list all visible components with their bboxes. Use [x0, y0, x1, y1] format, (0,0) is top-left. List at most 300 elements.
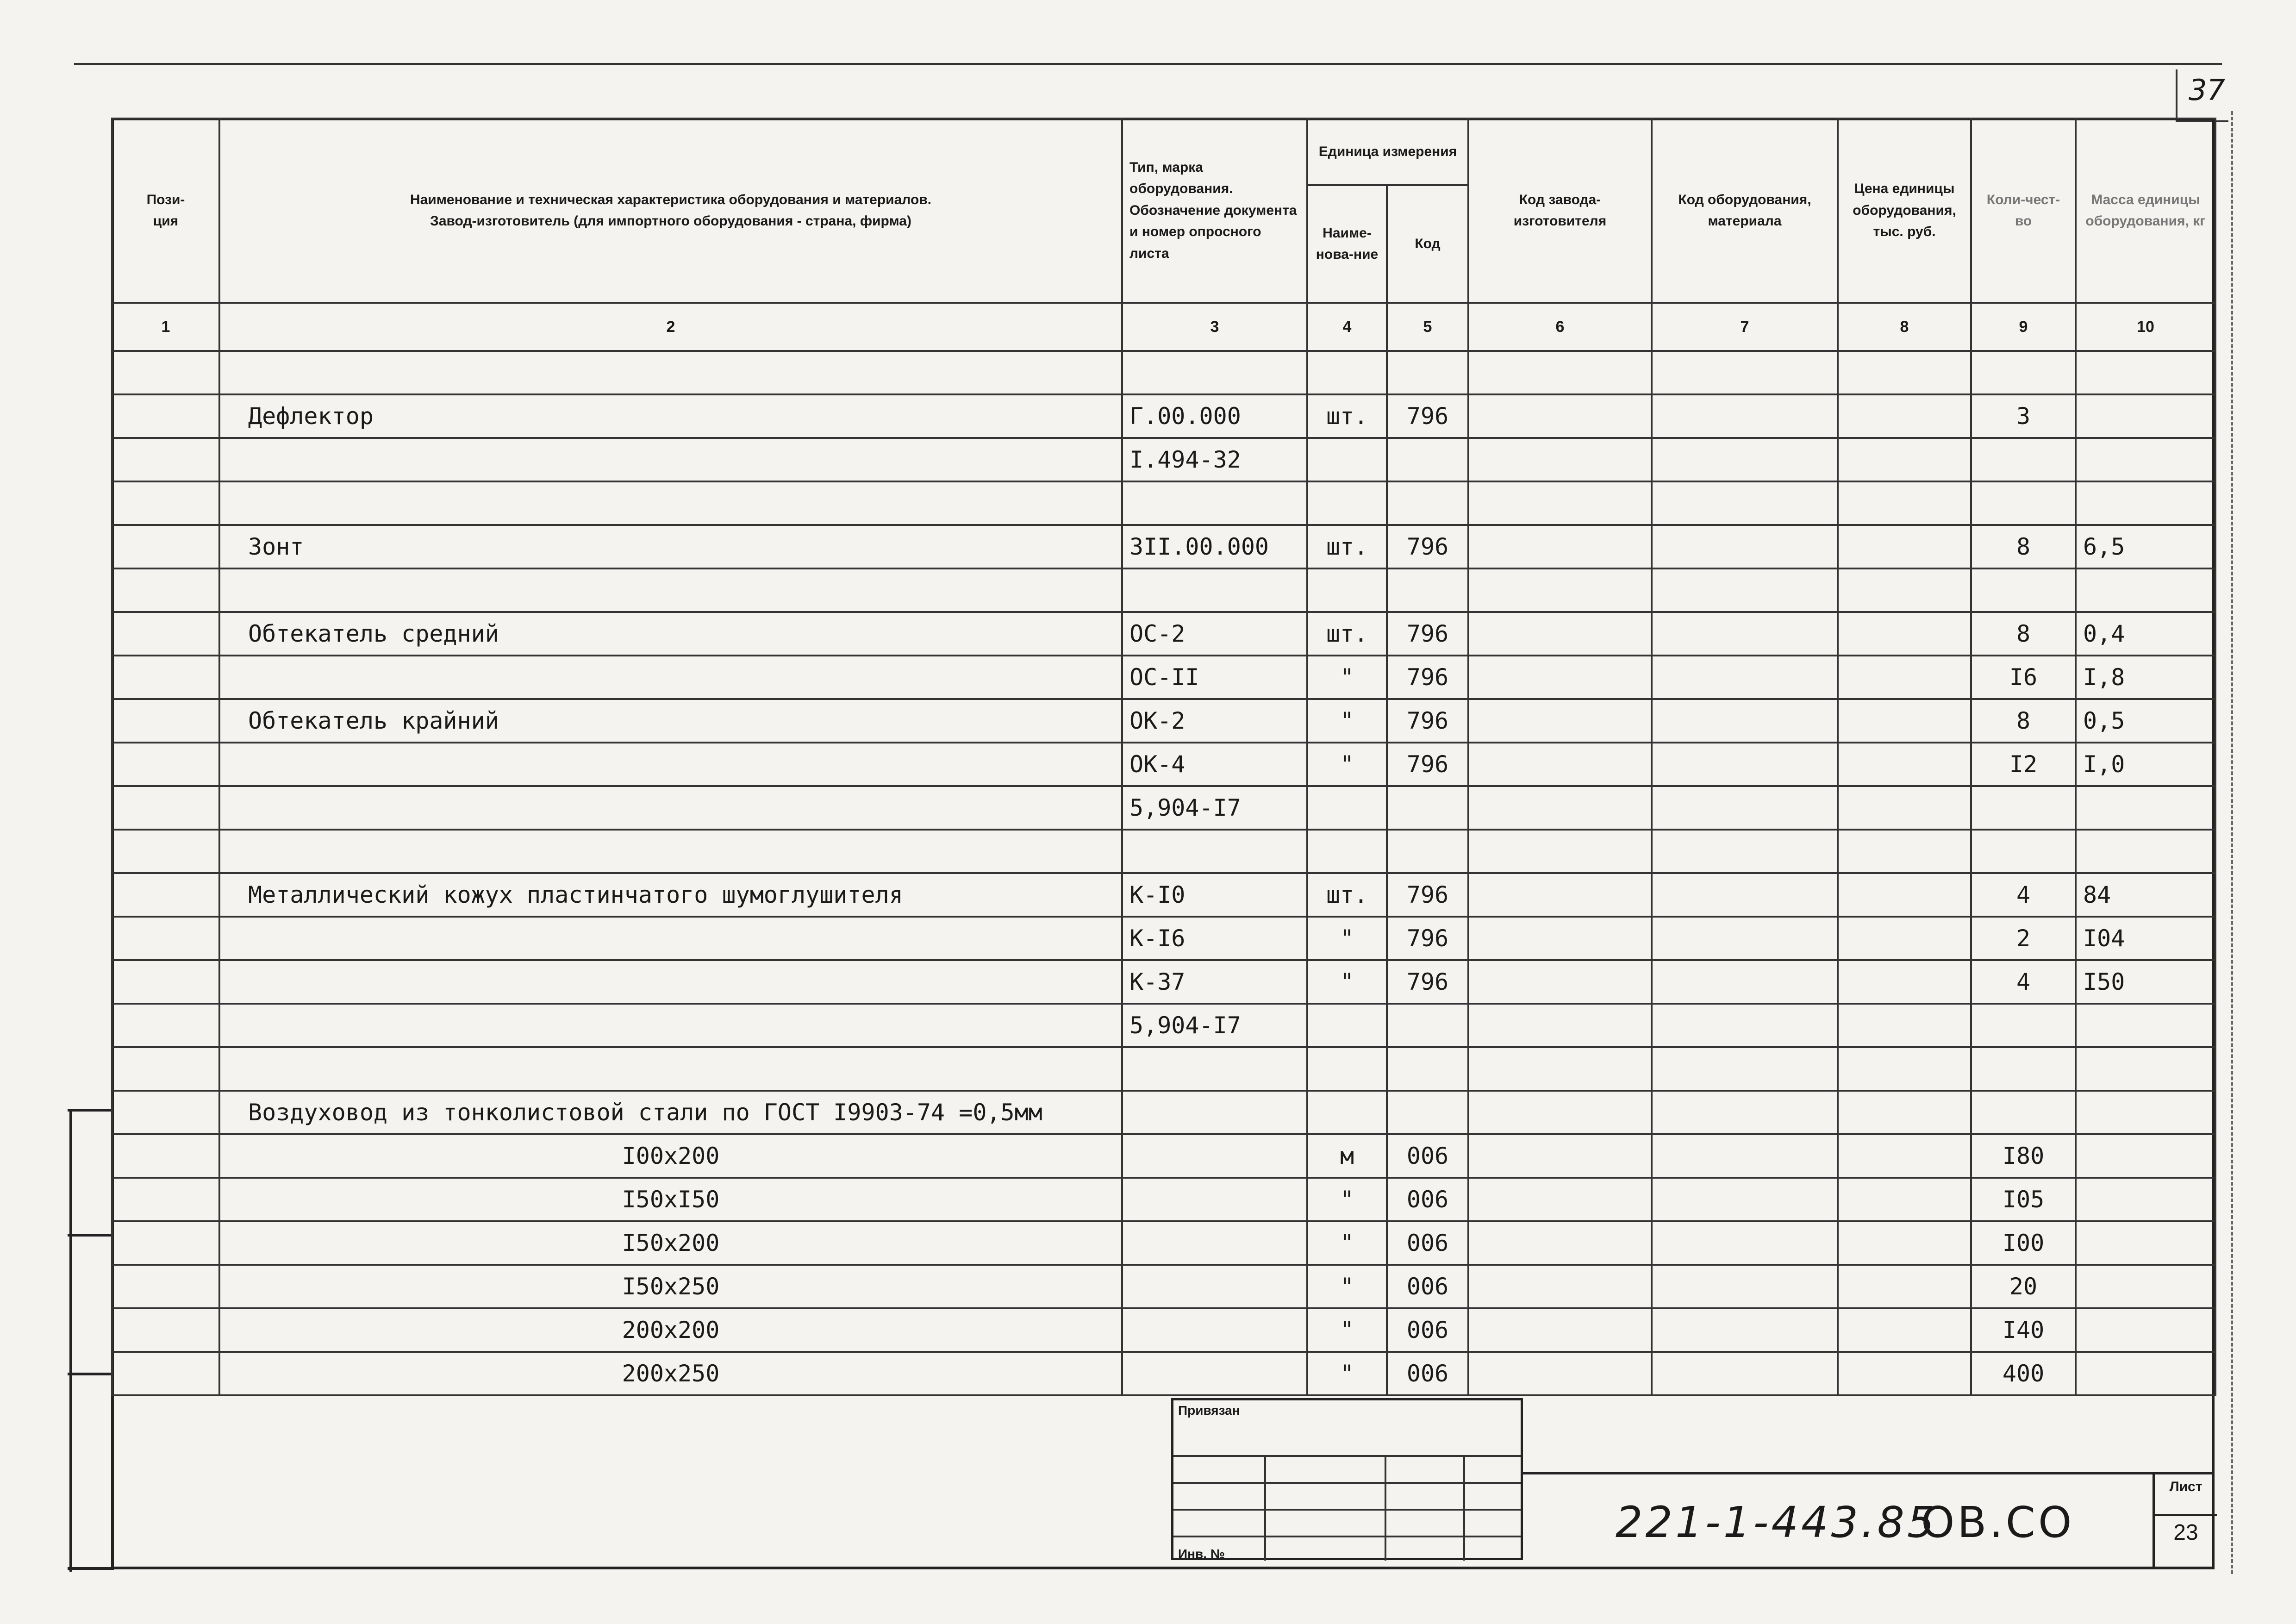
stamp-line — [1173, 1455, 1521, 1457]
name-cell — [219, 743, 1122, 786]
stamp-line — [1173, 1509, 1521, 1511]
table-row — [112, 917, 2215, 960]
price-cell — [1838, 1265, 1971, 1308]
mass-cell — [2076, 438, 2215, 481]
binding-tick — [68, 1373, 114, 1375]
unit-code-cell: 796 — [1387, 873, 1468, 917]
type-cell: К-I6 — [1122, 917, 1307, 960]
price-cell — [1838, 1047, 1971, 1091]
price-cell — [1838, 394, 1971, 438]
quantity-cell — [1971, 1091, 2076, 1134]
price-cell — [1838, 699, 1971, 743]
mass-cell — [2076, 351, 2215, 394]
header-unit-group: Единица измерения — [1307, 119, 1468, 185]
quantity-cell — [1971, 1004, 2076, 1047]
table-row — [112, 656, 2215, 699]
plant-code-cell — [1468, 743, 1652, 786]
unit-code-cell — [1387, 786, 1468, 830]
table-row — [112, 1134, 2215, 1178]
unit-cell: " — [1307, 743, 1387, 786]
type-cell — [1122, 1308, 1307, 1352]
position-cell — [112, 525, 219, 568]
table-row — [112, 394, 2215, 438]
size-cell: I50x200 — [219, 1221, 1122, 1265]
stamp-line — [1173, 1536, 1521, 1537]
unit-code-cell — [1387, 1047, 1468, 1091]
plant-code-cell — [1468, 481, 1652, 525]
mass-cell — [2076, 830, 2215, 873]
name-cell: Воздуховод из тонколистовой стали по ГОСТ I9903-74 =0,5мм — [219, 1091, 1122, 1134]
type-cell — [1122, 351, 1307, 394]
type-cell — [1122, 1352, 1307, 1395]
price-cell — [1838, 656, 1971, 699]
quantity-cell — [1971, 1047, 2076, 1091]
unit-cell: шт. — [1307, 525, 1387, 568]
price-cell — [1838, 873, 1971, 917]
plant-code-cell — [1468, 656, 1652, 699]
plant-code-cell — [1468, 438, 1652, 481]
page-number: 37 — [2189, 73, 2225, 107]
position-cell — [112, 1091, 219, 1134]
unit-code-cell: 006 — [1387, 1221, 1468, 1265]
unit-cell — [1307, 830, 1387, 873]
quantity-cell — [1971, 438, 2076, 481]
table-row — [112, 568, 2215, 612]
unit-code-cell: 796 — [1387, 394, 1468, 438]
unit-code-cell — [1387, 481, 1468, 525]
table-row — [112, 481, 2215, 525]
attachment-stamp — [1171, 1398, 1523, 1560]
stamp-line — [1463, 1455, 1465, 1561]
price-cell — [1838, 917, 1971, 960]
plant-code-cell — [1468, 1265, 1652, 1308]
plant-code-cell — [1468, 830, 1652, 873]
mass-cell: I04 — [2076, 917, 2215, 960]
size-cell: I50xI50 — [219, 1178, 1122, 1221]
quantity-cell: 8 — [1971, 699, 2076, 743]
price-cell — [1838, 438, 1971, 481]
price-cell — [1838, 830, 1971, 873]
position-cell — [112, 481, 219, 525]
mass-cell — [2076, 1047, 2215, 1091]
unit-cell — [1307, 1004, 1387, 1047]
size-cell: I50x250 — [219, 1265, 1122, 1308]
name-cell — [219, 1004, 1122, 1047]
header-quantity: Коли-чест-во — [1971, 119, 2076, 303]
mass-cell: I,0 — [2076, 743, 2215, 786]
unit-cell: " — [1307, 1265, 1387, 1308]
quantity-cell: 8 — [1971, 612, 2076, 656]
unit-code-cell: 006 — [1387, 1308, 1468, 1352]
plant-code-cell — [1468, 1004, 1652, 1047]
stamp-line — [1264, 1455, 1266, 1561]
type-cell — [1122, 830, 1307, 873]
unit-cell — [1307, 438, 1387, 481]
table-row — [112, 612, 2215, 656]
position-cell — [112, 1047, 219, 1091]
table-row — [112, 873, 2215, 917]
unit-cell — [1307, 786, 1387, 830]
price-cell — [1838, 1352, 1971, 1395]
unit-cell — [1307, 1091, 1387, 1134]
equipment-code-cell — [1652, 873, 1838, 917]
position-cell — [112, 438, 219, 481]
quantity-cell: 400 — [1971, 1352, 2076, 1395]
unit-cell — [1307, 1047, 1387, 1091]
equipment-code-cell — [1652, 1004, 1838, 1047]
stamp-line — [1385, 1455, 1386, 1561]
name-cell — [219, 1047, 1122, 1091]
type-cell — [1122, 481, 1307, 525]
column-number: 2 — [219, 303, 1122, 351]
mass-cell: I,8 — [2076, 656, 2215, 699]
unit-code-cell — [1387, 351, 1468, 394]
plant-code-cell — [1468, 394, 1652, 438]
binding-strip — [69, 1109, 114, 1572]
mass-cell — [2076, 1091, 2215, 1134]
quantity-cell: 2 — [1971, 917, 2076, 960]
equipment-code-cell — [1652, 1178, 1838, 1221]
plant-code-cell — [1468, 786, 1652, 830]
quantity-cell: I00 — [1971, 1221, 2076, 1265]
quantity-cell: I05 — [1971, 1178, 2076, 1221]
plant-code-cell — [1468, 1091, 1652, 1134]
name-cell — [219, 351, 1122, 394]
binding-tick — [68, 1234, 114, 1237]
header-unit-code: Код — [1387, 185, 1468, 303]
type-cell: 3II.00.000 — [1122, 525, 1307, 568]
equipment-code-cell — [1652, 786, 1838, 830]
unit-code-cell: 006 — [1387, 1265, 1468, 1308]
mass-cell — [2076, 1134, 2215, 1178]
price-cell — [1838, 1091, 1971, 1134]
price-cell — [1838, 481, 1971, 525]
table-row — [112, 1352, 2215, 1395]
quantity-cell — [1971, 786, 2076, 830]
position-cell — [112, 1134, 219, 1178]
binding-tick — [68, 1109, 114, 1112]
unit-code-cell — [1387, 438, 1468, 481]
plant-code-cell — [1468, 568, 1652, 612]
mass-cell — [2076, 786, 2215, 830]
table-row — [112, 351, 2215, 394]
equipment-code-cell — [1652, 1265, 1838, 1308]
equipment-code-cell — [1652, 699, 1838, 743]
type-cell — [1122, 1134, 1307, 1178]
quantity-cell: 4 — [1971, 873, 2076, 917]
price-cell — [1838, 1134, 1971, 1178]
unit-cell: " — [1307, 699, 1387, 743]
equipment-code-cell — [1652, 960, 1838, 1004]
table-row — [112, 525, 2215, 568]
type-cell: 5,904-I7 — [1122, 786, 1307, 830]
name-cell — [219, 786, 1122, 830]
position-cell — [112, 960, 219, 1004]
unit-code-cell: 796 — [1387, 699, 1468, 743]
quantity-cell — [1971, 351, 2076, 394]
equipment-code-cell — [1652, 1308, 1838, 1352]
column-number: 9 — [1971, 303, 2076, 351]
column-number: 4 — [1307, 303, 1387, 351]
name-cell: Дефлектор — [219, 394, 1122, 438]
unit-code-cell: 796 — [1387, 960, 1468, 1004]
page-number-box — [2176, 69, 2228, 122]
position-cell — [112, 656, 219, 699]
type-cell: 5,904-I7 — [1122, 1004, 1307, 1047]
unit-code-cell: 006 — [1387, 1352, 1468, 1395]
header-unit-name: Наиме-нова-ние — [1307, 185, 1387, 303]
position-cell — [112, 1308, 219, 1352]
unit-cell — [1307, 481, 1387, 525]
price-cell — [1838, 568, 1971, 612]
table-row — [112, 1178, 2215, 1221]
plant-code-cell — [1468, 917, 1652, 960]
unit-cell: " — [1307, 1308, 1387, 1352]
position-cell — [112, 1265, 219, 1308]
position-cell — [112, 1352, 219, 1395]
position-cell — [112, 873, 219, 917]
header-price: Цена единицы оборудования, тыс. руб. — [1838, 119, 1971, 303]
header-name: Наименование и техническая характеристика оборудования и материалов. Завод-изготовитель (для импортного оборудования - страна, фирма) — [219, 119, 1122, 303]
type-cell — [1122, 1221, 1307, 1265]
unit-code-cell: 796 — [1387, 917, 1468, 960]
unit-code-cell: 006 — [1387, 1178, 1468, 1221]
table-row — [112, 743, 2215, 786]
price-cell — [1838, 743, 1971, 786]
name-cell: Обтекатель средний — [219, 612, 1122, 656]
plant-code-cell — [1468, 873, 1652, 917]
mass-cell — [2076, 1221, 2215, 1265]
table-row — [112, 960, 2215, 1004]
mass-cell — [2076, 1308, 2215, 1352]
price-cell — [1838, 1004, 1971, 1047]
table-row — [112, 438, 2215, 481]
quantity-cell: I6 — [1971, 656, 2076, 699]
table-row — [112, 830, 2215, 873]
equipment-code-cell — [1652, 1221, 1838, 1265]
unit-code-cell: 796 — [1387, 743, 1468, 786]
unit-code-cell: 006 — [1387, 1134, 1468, 1178]
unit-code-cell — [1387, 568, 1468, 612]
type-cell: I.494-32 — [1122, 438, 1307, 481]
price-cell — [1838, 786, 1971, 830]
type-cell: К-37 — [1122, 960, 1307, 1004]
equipment-code-cell — [1652, 1352, 1838, 1395]
unit-cell: шт. — [1307, 612, 1387, 656]
position-cell — [112, 1004, 219, 1047]
header-position: Пози- ция — [112, 119, 219, 303]
position-cell — [112, 1221, 219, 1265]
type-cell — [1122, 1047, 1307, 1091]
price-cell — [1838, 1221, 1971, 1265]
unit-cell: " — [1307, 656, 1387, 699]
top-border-line — [74, 63, 2222, 65]
mass-cell — [2076, 568, 2215, 612]
table-row — [112, 699, 2215, 743]
table-row — [112, 1091, 2215, 1134]
mass-cell: 0,4 — [2076, 612, 2215, 656]
column-number: 1 — [112, 303, 219, 351]
plant-code-cell — [1468, 1221, 1652, 1265]
mass-cell: 84 — [2076, 873, 2215, 917]
attached-label: Привязан — [1178, 1403, 1240, 1418]
position-cell — [112, 612, 219, 656]
specification-table — [111, 118, 2216, 1396]
unit-cell: " — [1307, 1178, 1387, 1221]
equipment-code-cell — [1652, 438, 1838, 481]
name-cell — [219, 656, 1122, 699]
mass-cell — [2076, 1265, 2215, 1308]
type-cell: ОК-2 — [1122, 699, 1307, 743]
quantity-cell: I80 — [1971, 1134, 2076, 1178]
unit-cell: шт. — [1307, 873, 1387, 917]
plant-code-cell — [1468, 1047, 1652, 1091]
name-cell — [219, 438, 1122, 481]
stamp-line — [1173, 1482, 1521, 1484]
sheet-label: Лист — [2169, 1479, 2202, 1494]
unit-code-cell — [1387, 830, 1468, 873]
position-cell — [112, 394, 219, 438]
name-cell: Металлический кожух пластинчатого шумоглушителя — [219, 873, 1122, 917]
unit-code-cell — [1387, 1091, 1468, 1134]
name-cell — [219, 830, 1122, 873]
price-cell — [1838, 612, 1971, 656]
unit-code-cell: 796 — [1387, 612, 1468, 656]
table-row — [112, 1308, 2215, 1352]
position-cell — [112, 351, 219, 394]
position-cell — [112, 917, 219, 960]
header-type: Тип, марка оборудования. Обозначение документа и номер опросного листа — [1122, 119, 1307, 303]
binding-tick — [68, 1567, 114, 1570]
column-number: 8 — [1838, 303, 1971, 351]
price-cell — [1838, 525, 1971, 568]
name-cell — [219, 917, 1122, 960]
table-row — [112, 786, 2215, 830]
mass-cell — [2076, 394, 2215, 438]
mass-cell: 6,5 — [2076, 525, 2215, 568]
plant-code-cell — [1468, 1178, 1652, 1221]
unit-cell: " — [1307, 917, 1387, 960]
equipment-code-cell — [1652, 1134, 1838, 1178]
equipment-code-cell — [1652, 481, 1838, 525]
position-cell — [112, 743, 219, 786]
inventory-label: Инв. № — [1178, 1547, 1225, 1561]
table-row — [112, 1265, 2215, 1308]
column-number: 7 — [1652, 303, 1838, 351]
table-row — [112, 1221, 2215, 1265]
plant-code-cell — [1468, 960, 1652, 1004]
header-mass: Масса единицы оборудования, кг — [2076, 119, 2215, 303]
type-cell — [1122, 568, 1307, 612]
equipment-code-cell — [1652, 830, 1838, 873]
type-cell: ОС-2 — [1122, 612, 1307, 656]
unit-cell: шт. — [1307, 394, 1387, 438]
price-cell — [1838, 960, 1971, 1004]
type-cell: ОС-II — [1122, 656, 1307, 699]
position-cell — [112, 699, 219, 743]
unit-cell: " — [1307, 960, 1387, 1004]
plant-code-cell — [1468, 1308, 1652, 1352]
document-number: 221-1-443.85 — [1616, 1498, 1937, 1547]
name-cell — [219, 568, 1122, 612]
quantity-cell: 3 — [1971, 394, 2076, 438]
type-cell: Г.00.000 — [1122, 394, 1307, 438]
equipment-code-cell — [1652, 1047, 1838, 1091]
unit-cell — [1307, 351, 1387, 394]
type-cell: К-I0 — [1122, 873, 1307, 917]
table-row — [112, 1047, 2215, 1091]
type-cell — [1122, 1091, 1307, 1134]
title-block — [1523, 1472, 2215, 1572]
size-cell: 200x250 — [219, 1352, 1122, 1395]
position-cell — [112, 568, 219, 612]
type-cell — [1122, 1265, 1307, 1308]
unit-code-cell — [1387, 1004, 1468, 1047]
equipment-code-cell — [1652, 656, 1838, 699]
name-cell: Обтекатель крайний — [219, 699, 1122, 743]
plant-code-cell — [1468, 525, 1652, 568]
quantity-cell: 4 — [1971, 960, 2076, 1004]
size-cell: 200x200 — [219, 1308, 1122, 1352]
header-plant-code: Код завода-изготовителя — [1468, 119, 1652, 303]
column-number: 6 — [1468, 303, 1652, 351]
type-cell: ОК-4 — [1122, 743, 1307, 786]
quantity-cell — [1971, 481, 2076, 525]
equipment-code-cell — [1652, 1091, 1838, 1134]
equipment-code-cell — [1652, 743, 1838, 786]
quantity-cell: I40 — [1971, 1308, 2076, 1352]
price-cell — [1838, 351, 1971, 394]
header-equipment-code: Код оборудования, материала — [1652, 119, 1838, 303]
position-cell — [112, 786, 219, 830]
unit-code-cell: 796 — [1387, 525, 1468, 568]
column-number: 3 — [1122, 303, 1307, 351]
plant-code-cell — [1468, 612, 1652, 656]
sheet-box — [2152, 1474, 2217, 1567]
equipment-code-cell — [1652, 351, 1838, 394]
name-cell — [219, 481, 1122, 525]
type-cell — [1122, 1178, 1307, 1221]
position-cell — [112, 1178, 219, 1221]
column-number: 5 — [1387, 303, 1468, 351]
quantity-cell — [1971, 568, 2076, 612]
size-cell: I00x200 — [219, 1134, 1122, 1178]
quantity-cell: I2 — [1971, 743, 2076, 786]
equipment-code-cell — [1652, 568, 1838, 612]
equipment-code-cell — [1652, 525, 1838, 568]
unit-cell: " — [1307, 1221, 1387, 1265]
price-cell — [1838, 1308, 1971, 1352]
unit-code-cell: 796 — [1387, 656, 1468, 699]
quantity-cell — [1971, 830, 2076, 873]
mass-cell — [2076, 1004, 2215, 1047]
plant-code-cell — [1468, 1134, 1652, 1178]
document-suffix: ОВ.СО — [1921, 1498, 2075, 1547]
name-cell — [219, 960, 1122, 1004]
unit-cell: " — [1307, 1352, 1387, 1395]
plant-code-cell — [1468, 1352, 1652, 1395]
mass-cell — [2076, 1178, 2215, 1221]
unit-cell — [1307, 568, 1387, 612]
plant-code-cell — [1468, 699, 1652, 743]
quantity-cell: 20 — [1971, 1265, 2076, 1308]
right-cut-mark — [2231, 111, 2233, 1574]
equipment-code-cell — [1652, 917, 1838, 960]
equipment-code-cell — [1652, 612, 1838, 656]
mass-cell: I50 — [2076, 960, 2215, 1004]
mass-cell — [2076, 481, 2215, 525]
price-cell — [1838, 1178, 1971, 1221]
